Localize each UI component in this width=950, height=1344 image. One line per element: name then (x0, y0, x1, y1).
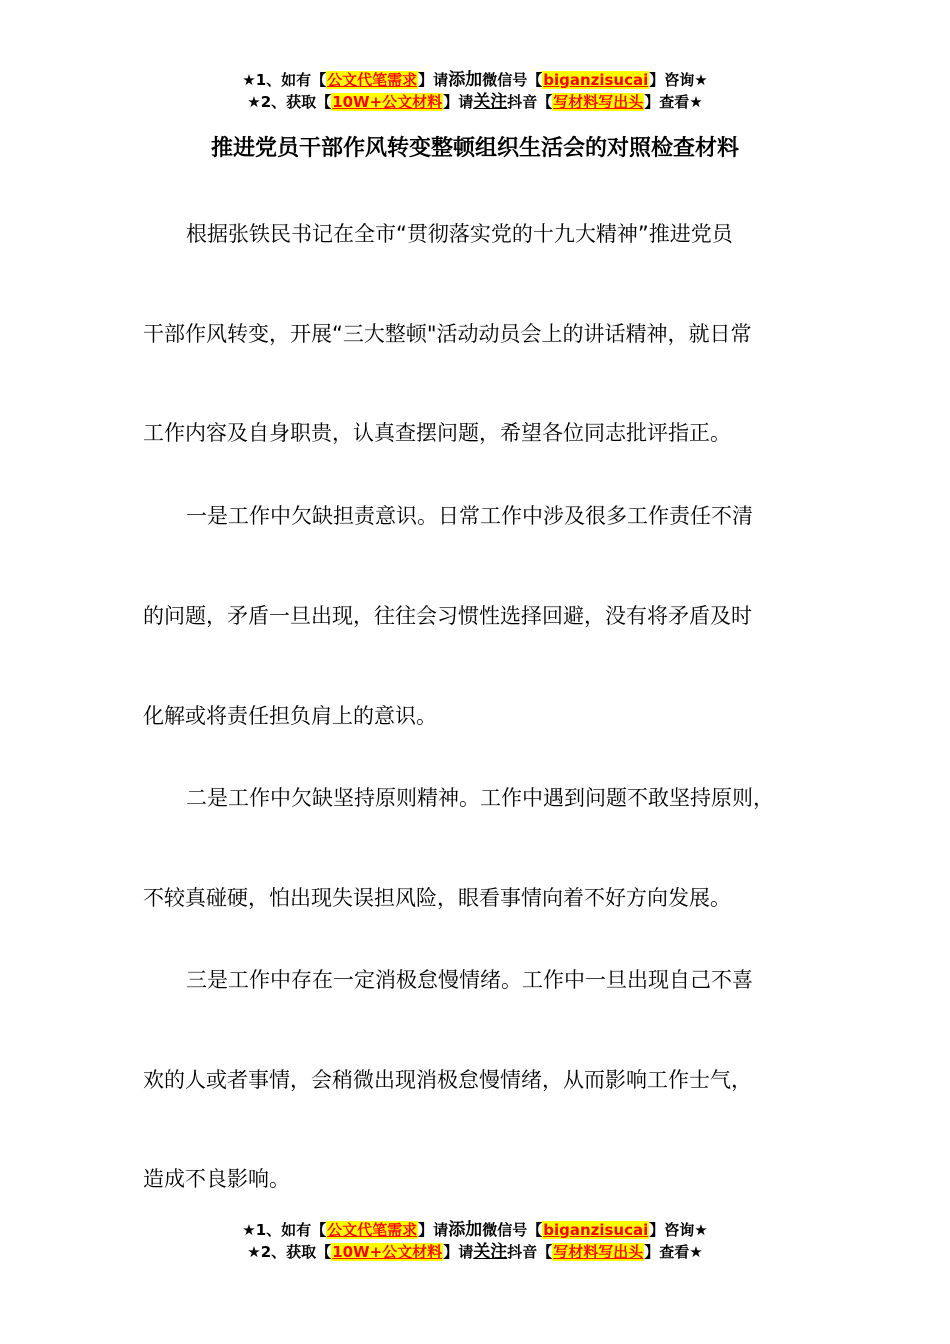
body-line: 化解或将责任担负肩上的意识。 (143, 704, 437, 728)
promo-line-1 (0, 69, 950, 91)
body-line: 干部作风转变，开展“三大整顿"活动动员会上的讲话精神，就日常 (143, 322, 752, 346)
promo-text: 】咨询★ (649, 1221, 708, 1239)
promo-text: 关注 (473, 1242, 508, 1262)
promo-text: ★1、如有【 (242, 1221, 327, 1239)
promo-text: 】请 (443, 1243, 474, 1261)
promo-text: ★1、如有【 (242, 71, 327, 89)
promo-text: 添加 (448, 1220, 483, 1240)
promo-highlight: 公文代笔需求 (327, 1221, 418, 1239)
promo-text: 】请 (418, 71, 449, 89)
promo-line-2 (0, 91, 950, 113)
promo-text: 】请 (443, 93, 474, 111)
promo-line-2 (0, 1241, 950, 1263)
body-line: 工作内容及自身职贵，认真查摆问题，希望各位同志批评指正。 (143, 421, 731, 445)
promo-highlight: 10W+公文材料 (332, 93, 443, 111)
top-promo-banner (0, 69, 950, 113)
body-line: 欢的人或者事情，会稍微出现消极怠慢情绪，从而影响工作士气， (143, 1068, 752, 1092)
bottom-promo-banner (0, 1219, 950, 1263)
promo-text: 抖音【 (507, 93, 553, 111)
body-line: 根据张铁民书记在全市“贯彻落实党的十九大精神”推进党员 (186, 222, 733, 246)
body-line: 一是工作中欠缺担责意识。日常工作中涉及很多工作责任不清 (186, 504, 753, 528)
promo-text: 】请 (418, 1221, 449, 1239)
promo-highlight: 10W+公文材料 (332, 1243, 443, 1261)
body-line: 的问题，矛盾一旦出现，往往会习惯性选择回避，没有将矛盾及时 (143, 604, 752, 628)
body-line: 不较真碰硬，怕出现失误担风险，眼看事情向着不好方向发展。 (143, 886, 731, 910)
promo-text: ★2、获取【 (247, 93, 332, 111)
promo-highlight: 写材料写出头 (553, 1243, 644, 1261)
promo-highlight: 写材料写出头 (553, 93, 644, 111)
promo-text: 】查看★ (644, 1243, 703, 1261)
promo-wechat-id: biganzisucai (543, 1221, 649, 1239)
promo-text: 添加 (448, 70, 483, 90)
body-line: 造成不良影响。 (143, 1167, 290, 1191)
promo-wechat-id: biganzisucai (543, 71, 649, 89)
promo-highlight: 公文代笔需求 (327, 71, 418, 89)
promo-text: 微信号【 (482, 71, 543, 89)
promo-text: ★2、获取【 (247, 1243, 332, 1261)
promo-text: 抖音【 (507, 1243, 553, 1261)
promo-text: 】咨询★ (649, 71, 708, 89)
promo-text: 关注 (473, 92, 508, 112)
promo-line-1 (0, 1219, 950, 1241)
promo-text: 微信号【 (482, 1221, 543, 1239)
document-title: 推进党员干部作风转变整顿组织生活会的对照检查材料 (210, 136, 739, 161)
promo-text: 】查看★ (644, 93, 703, 111)
body-line: 三是工作中存在一定消极怠慢情绪。工作中一旦出现自己不喜 (186, 968, 753, 992)
body-line: 二是工作中欠缺坚持原则精神。工作中遇到问题不敢坚持原则， (186, 786, 774, 810)
